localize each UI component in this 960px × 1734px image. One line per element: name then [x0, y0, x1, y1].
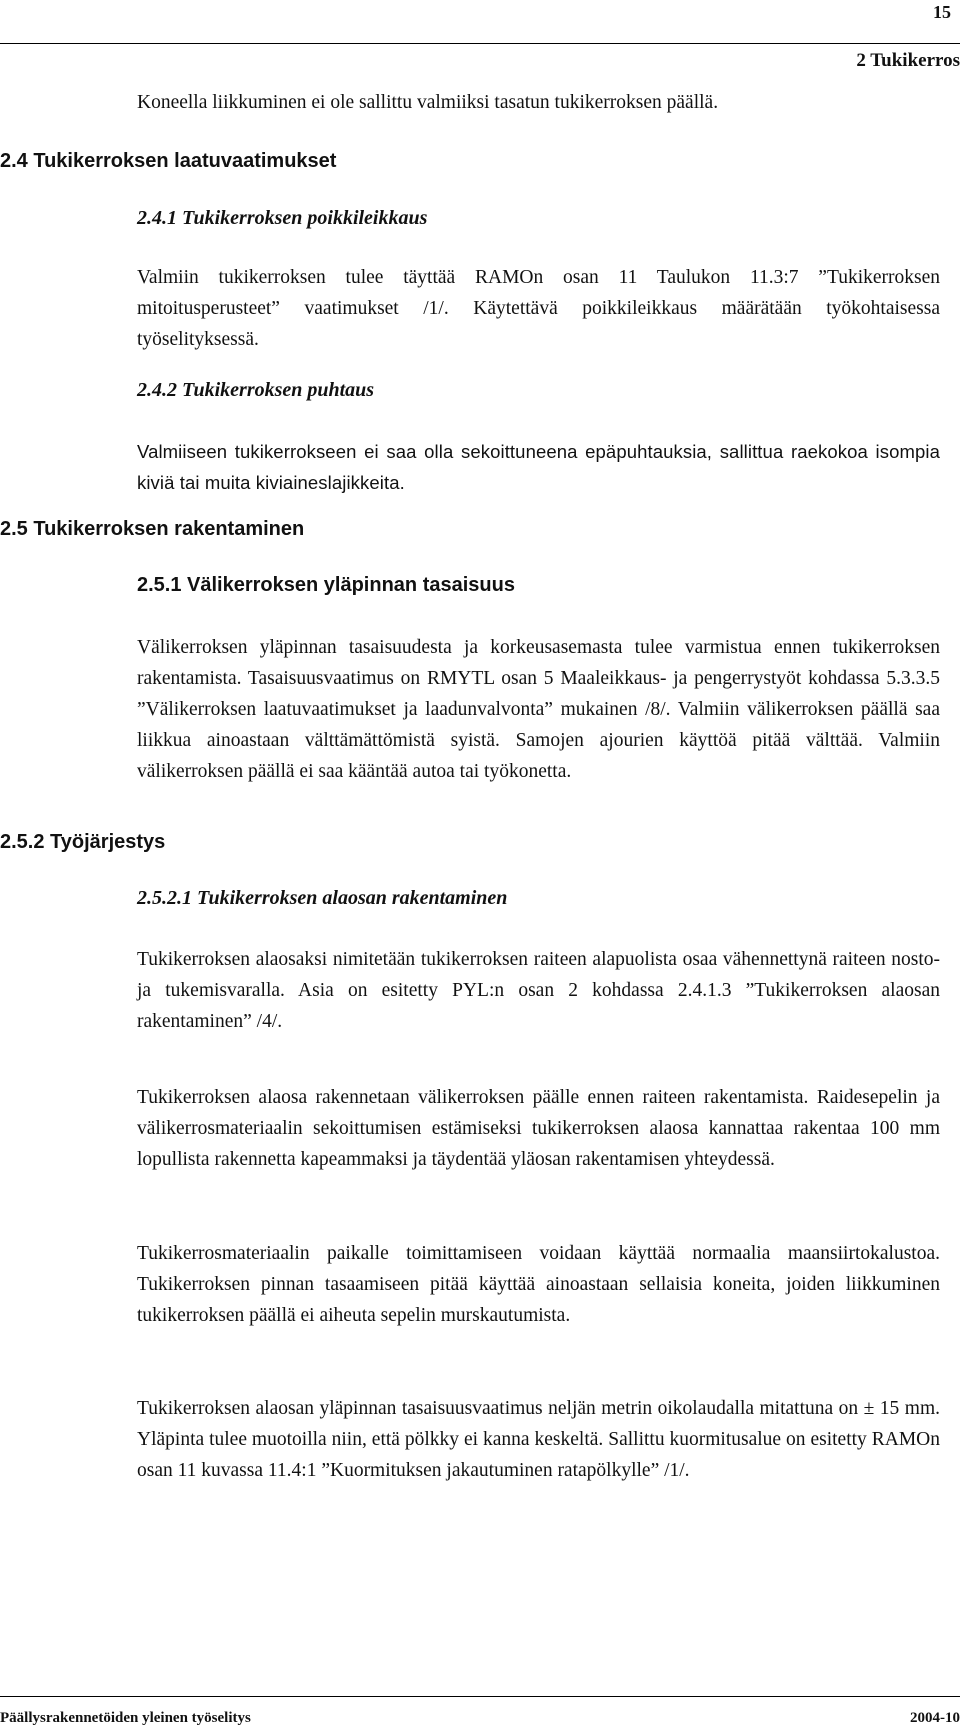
section-heading-2-4: 2.4 Tukikerroksen laatuvaatimukset: [0, 150, 337, 172]
header-rule: [0, 43, 960, 44]
section-heading-2-5: 2.5 Tukikerroksen rakentaminen: [0, 518, 305, 540]
subsection-heading-2-5-2-1: 2.5.2.1 Tukikerroksen alaosan rakentaminen: [137, 887, 508, 909]
paragraph-2-5-2-1-c: Tukikerrosmateriaalin paikalle toimittamiseen voidaan käyttää normaalia maansiirtokalustoa. Tukikerroksen pinnan tasaamiseen pitää käyttää ainoastaan sellaisia koneita, joiden liikkuminen tukikerroksen päällä ei aiheuta sepelin murskautumista.: [137, 1243, 940, 1326]
page-number: 15: [933, 2, 951, 22]
paragraph-2-4-1: Valmiin tukikerroksen tulee täyttää RAMOn osan 11 Taulukon 11.3:7 ”Tukikerroksen mitoitusperusteet” vaatimukset /1/. Käytettävä poikkileikkaus määrätään työkohtaisessa työselityksessä.: [137, 267, 940, 350]
subsection-heading-2-5-1: 2.5.1 Välikerroksen yläpinnan tasaisuus: [137, 574, 515, 596]
paragraph-2-5-2-1-a: Tukikerroksen alaosaksi nimitetään tukikerroksen raiteen alapuolista osaa vähennettynä raiteen nosto- ja tukemisvaralla. Asia on esitetty PYL:n osan 2 kohdassa 2.4.1.3 ”Tukikerroksen alaosan rakentaminen” /4/.: [137, 949, 940, 1032]
paragraph-2-4-2: Valmiiseen tukikerrokseen ei saa olla sekoittuneena epäpuhtauksia, sallittua raekokoa isompia kiviä tai muita kiviaineslajikkeita.: [137, 441, 940, 493]
subsection-heading-2-4-2: 2.4.2 Tukikerroksen puhtaus: [137, 379, 375, 401]
subsection-heading-2-4-1: 2.4.1 Tukikerroksen poikkileikkaus: [137, 207, 428, 229]
footer-rule: [0, 1696, 960, 1697]
paragraph-2-5-1: Välikerroksen yläpinnan tasaisuudesta ja korkeusasemasta tulee varmistua ennen tukikerroksen rakentamista. Tasaisuusvaatimus on RMYTL osan 5 Maaleikkaus- ja pengerrystyöt kohdassa 5.3.3.5 ”Välikerroksen laatuvaatimukset ja laadunvalvonta” mukainen /8/. Valmiin välikerroksen päällä saa liikkua ainoastaan välttämättömistä syistä. Samojen ajourien käyttöä pitää välttää. Valmiin välikerroksen päällä ei saa kääntää autoa tai työkonetta.: [137, 637, 940, 782]
paragraph-2-5-2-1-d: Tukikerroksen alaosan yläpinnan tasaisuusvaatimus neljän metrin oikolaudalla mitattuna on ± 15 mm. Yläpinta tulee muotoilla niin, että pölkky ei kanna keskeltä. Sallittu kuormitusalue on esitetty RAMOn osan 11 kuvassa 11.4:1 ”Kuormituksen jakautuminen ratapölkylle” /1/.: [137, 1398, 940, 1481]
footer-date: 2004-10: [910, 1710, 960, 1726]
intro-paragraph: Koneella liikkuminen ei ole sallittu valmiiksi tasatun tukikerroksen päällä.: [137, 92, 719, 113]
paragraph-2-5-2-1-b: Tukikerroksen alaosa rakennetaan välikerroksen päälle ennen raiteen rakentamista. Raidesepelin ja välikerrosmateriaalin sekoittumisen estämiseksi tukikerroksen alaosa kannattaa rakentaa 100 mm lopullista rakennetta kapeammaksi ja täydentää yläosan rakentamisen yhteydessä.: [137, 1087, 940, 1170]
footer-document-title: Päällysrakennetöiden yleinen työselitys: [0, 1710, 251, 1726]
subsection-heading-2-5-2: 2.5.2 Työjärjestys: [0, 831, 166, 853]
running-header: 2 Tukikerros: [856, 50, 960, 71]
